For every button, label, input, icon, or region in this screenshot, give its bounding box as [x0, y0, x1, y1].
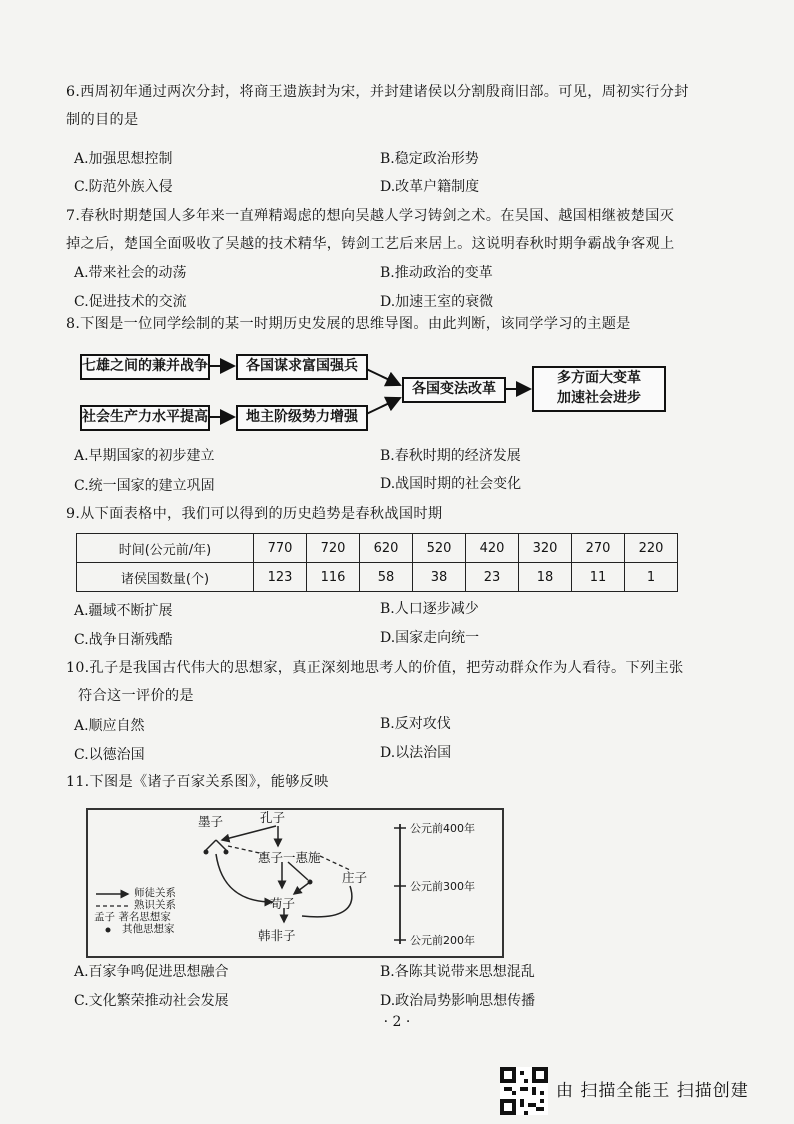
relation-line: [294, 882, 310, 894]
question-10-line-1: 10.孔子是我国古代伟大的思想家，真正深刻地思考人的价值，把劳动群众作为人看待。下列主张: [66, 660, 684, 676]
qr-code-icon: [500, 1067, 548, 1115]
question-9-stem: [66, 500, 706, 528]
question-10-option-d: D.以法治国: [380, 745, 452, 761]
state-count-table: [76, 533, 678, 592]
question-7-line-1: 7.春秋时期楚国人多年来一直殚精竭虑的想向吴越人学习铸剑之术。在吴国、越国相继被楚国灭: [66, 208, 675, 224]
mindmap-box-progress: [532, 366, 666, 412]
timeline-label-200: 公元前200年: [410, 934, 475, 947]
question-6-stem: [66, 78, 706, 134]
legend-famous-text: 著名思想家: [118, 911, 171, 923]
question-9-line-1: 9.从下面表格中，我们可以得到的历史趋势是春秋战国时期: [66, 506, 443, 522]
label-mozi: 墨子: [198, 814, 224, 829]
table-cell: 720: [307, 534, 360, 563]
mindmap-box-progress-line-1: 多方面大变革: [557, 370, 641, 386]
question-7-option-b: B.推动政治的变革: [380, 265, 493, 281]
question-9-option-c: C.战争日渐残酷: [74, 632, 173, 648]
table-cell: 1: [625, 563, 678, 592]
question-9-option-a: A.疆域不断扩展: [74, 603, 173, 619]
mindmap-box-reform: 各国变法改革: [402, 377, 506, 403]
table-cell: 220: [625, 534, 678, 563]
question-8-option-b: B.春秋时期的经济发展: [380, 448, 521, 464]
mindmap-box-landlord: 地主阶级势力增强: [236, 405, 368, 431]
table-cell: 620: [360, 534, 413, 563]
table-header-count: 诸侯国数量(个): [77, 563, 254, 592]
question-6-option-d: D.改革户籍制度: [380, 179, 480, 195]
legend-other: 其他思想家: [122, 923, 175, 935]
label-huishi: 惠施: [295, 850, 321, 865]
question-6-option-b: B.稳定政治形势: [380, 151, 479, 167]
question-8-option-a: A.早期国家的初步建立: [74, 448, 215, 464]
question-10-stem: [66, 654, 706, 710]
label-huizi-name: 惠子: [258, 850, 284, 865]
mindmap-box-productivity: 社会生产力水平提高: [80, 405, 210, 431]
table-row-counts: [77, 563, 678, 592]
table-cell: 320: [519, 534, 572, 563]
schools-relation-figure: [86, 808, 504, 958]
relation-curve: [302, 886, 352, 917]
question-8-line-1: 8.下图是一位同学绘制的某一时期历史发展的思维导图。由此判断，该同学学习的主题是: [66, 316, 631, 332]
table-cell: 11: [572, 563, 625, 592]
question-8-option-c: C.统一国家的建立巩固: [74, 478, 215, 494]
table-row-years: [77, 534, 678, 563]
question-11-option-b: B.各陈其说带来思想混乱: [380, 964, 535, 980]
question-6-option-a: A.加强思想控制: [74, 151, 173, 167]
label-huizi: [258, 848, 321, 866]
question-6-line-1: 6.西周初年通过两次分封，将商王遗族封为宋，并封建诸侯以分割殷商旧部。可见，周初实行分封: [66, 84, 689, 100]
label-hanfeizi: 韩非子: [258, 928, 296, 943]
question-7-stem: [66, 202, 706, 258]
question-9-option-b: B.人口逐步减少: [380, 601, 479, 617]
relation-line: [216, 840, 226, 850]
question-10-line-2: 符合这一评价的是: [78, 688, 194, 704]
table-header-time: 时间(公元前/年): [77, 534, 254, 563]
timeline-label-400: 公元前400年: [410, 822, 475, 835]
relation-line: [222, 826, 276, 840]
label-dash: 一: [283, 850, 296, 865]
question-6-option-c: C.防范外族入侵: [74, 179, 173, 195]
table-cell: 123: [254, 563, 307, 592]
legend-acquaint: 熟识关系: [134, 899, 176, 911]
question-7-option-c: C.促进技术的交流: [74, 294, 187, 310]
table-cell: 520: [413, 534, 466, 563]
page-number: · 2 ·: [383, 1014, 411, 1030]
table-cell: 23: [466, 563, 519, 592]
question-10-option-a: A.顺应自然: [74, 718, 145, 734]
legend-sample-name: 孟子: [94, 911, 115, 923]
table-cell: 38: [413, 563, 466, 592]
table-cell: 116: [307, 563, 360, 592]
mindmap-box-progress-line-2: 加速社会进步: [557, 390, 641, 406]
legend-mentor: 师徒关系: [134, 887, 176, 899]
question-9-option-d: D.国家走向统一: [380, 630, 480, 646]
timeline-label-300: 公元前300年: [410, 880, 475, 893]
table-cell: 270: [572, 534, 625, 563]
minor-thinker-dot: [204, 850, 209, 855]
question-7-line-2: 掉之后，楚国全面吸收了吴越的技术精华，铸剑工艺后来居上。这说明春秋时期争霸战争客观上: [66, 236, 675, 252]
mindmap-box-strength: 各国谋求富国强兵: [236, 354, 368, 380]
label-kongzi: 孔子: [260, 810, 286, 825]
question-7-option-d: D.加速王室的衰微: [380, 294, 494, 310]
question-10-option-b: B.反对攻伐: [380, 716, 451, 732]
question-6-line-2: 制的目的是: [66, 112, 139, 128]
question-11-stem: [66, 768, 706, 796]
relation-line: [206, 840, 216, 850]
label-zhuangzi: 庄子: [342, 870, 368, 885]
question-11-line-1: 11.下图是《诸子百家关系图》，能够反映: [66, 774, 329, 790]
question-11-option-d: D.政治局势影响思想传播: [380, 993, 536, 1009]
question-11-option-a: A.百家争鸣促进思想融合: [74, 964, 229, 980]
table-cell: 58: [360, 563, 413, 592]
legend-dot: [106, 928, 111, 933]
minor-thinker-dot: [224, 850, 229, 855]
table-cell: 18: [519, 563, 572, 592]
question-11-option-c: C.文化繁荣推动社会发展: [74, 993, 229, 1009]
table-cell: 420: [466, 534, 519, 563]
mindmap-box-wars: 七雄之间的兼并战争: [80, 354, 210, 380]
scanner-footer: 由 扫描全能王 扫描创建: [556, 1081, 749, 1101]
table-cell: 770: [254, 534, 307, 563]
question-8-stem: [66, 310, 706, 338]
question-7-option-a: A.带来社会的动荡: [74, 265, 187, 281]
label-xunzi: 荀子: [270, 896, 296, 911]
question-10-option-c: C.以德治国: [74, 747, 145, 763]
question-8-option-d: D.战国时期的社会变化: [380, 476, 522, 492]
